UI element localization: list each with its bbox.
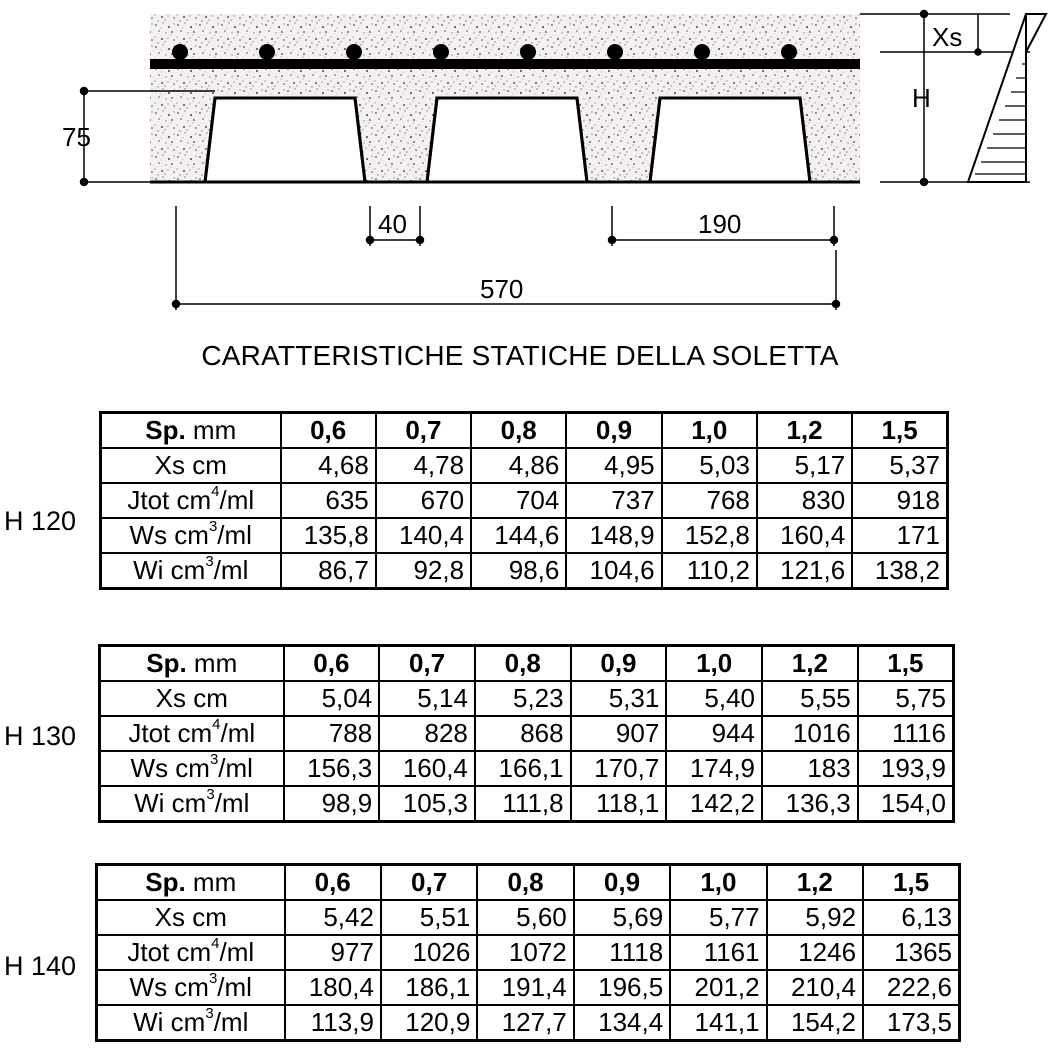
table-cell: 105,3 — [379, 786, 475, 822]
reinforcement-bar — [150, 59, 860, 69]
section-title: CARATTERISTICHE STATICHE DELLA SOLETTA — [201, 340, 839, 371]
table-cell: 704 — [471, 483, 566, 518]
table-cell: 5,04 — [284, 681, 380, 716]
table-cell: 210,4 — [767, 970, 863, 1005]
table-row — [101, 413, 948, 449]
table-cell: 868 — [475, 716, 571, 751]
table-cell: 977 — [285, 935, 381, 970]
table-cell: 98,9 — [284, 786, 380, 822]
table-cell: 134,4 — [574, 1005, 670, 1041]
table-cell: 110,2 — [662, 553, 757, 589]
table-cell: 5,60 — [477, 900, 573, 935]
stress-diagram — [968, 14, 1046, 182]
table-cell: 136,3 — [762, 786, 858, 822]
table-cell: 1,0 — [670, 865, 766, 901]
table-cell: 1,2 — [762, 646, 858, 682]
row-label-sp: Sp. mm — [97, 865, 285, 901]
table-cell: 141,1 — [670, 1005, 766, 1041]
table-cell: 152,8 — [662, 518, 757, 553]
table-row — [97, 935, 960, 970]
table-cell: 171 — [852, 518, 947, 553]
table-cell: 1,2 — [767, 865, 863, 901]
row-label-ws: Ws $cm^3/ml$ — [97, 970, 285, 1005]
table-cell: 1016 — [762, 716, 858, 751]
table-cell: 5,55 — [762, 681, 858, 716]
table-cell: 92,8 — [376, 553, 471, 589]
table-cell: 1116 — [858, 716, 954, 751]
table-cell: 0,7 — [379, 646, 475, 682]
table-cell: 670 — [376, 483, 471, 518]
table-cell: 180,4 — [285, 970, 381, 1005]
table-cell: 196,5 — [574, 970, 670, 1005]
dim-pitch-label: 190 — [698, 209, 742, 239]
table-cell: 944 — [666, 716, 762, 751]
table-cell: 1,2 — [757, 413, 852, 449]
table-cell: 144,6 — [471, 518, 566, 553]
row-label-jtot: Jtot $cm^4/ml$ — [101, 483, 281, 518]
table-cell: 135,8 — [281, 518, 376, 553]
steel-deck-profile — [205, 98, 810, 182]
table-cell: 0,8 — [475, 646, 571, 682]
row-label-xs: Xs cm — [97, 900, 285, 935]
table-cell: 5,40 — [666, 681, 762, 716]
table-cell: 4,86 — [471, 448, 566, 483]
table-cell: 5,31 — [571, 681, 667, 716]
table-cell: 0,7 — [376, 413, 471, 449]
table-cell: 140,4 — [376, 518, 471, 553]
table-cell: 830 — [757, 483, 852, 518]
table-row — [97, 865, 960, 901]
table-cell: 5,23 — [475, 681, 571, 716]
table-cell: 193,9 — [858, 751, 954, 786]
row-label-wi: Wi $cm^3/ml$ — [97, 1005, 285, 1041]
table-cell: 5,42 — [285, 900, 381, 935]
row-label-xs: Xs cm — [101, 448, 281, 483]
table-row — [100, 646, 954, 682]
table-row — [100, 751, 954, 786]
table-cell: 121,6 — [757, 553, 852, 589]
table-cell: 4,78 — [376, 448, 471, 483]
row-label-sp: Sp. mm — [100, 646, 284, 682]
table-row — [97, 1005, 960, 1041]
table-cell: 5,37 — [852, 448, 947, 483]
table-cell: 160,4 — [757, 518, 852, 553]
row-label-sp: Sp. mm — [101, 413, 281, 449]
static-table-h120 — [99, 411, 949, 590]
row-label-jtot: Jtot $cm^4/ml$ — [97, 935, 285, 970]
table-cell: 86,7 — [281, 553, 376, 589]
table-cell: 1,0 — [666, 646, 762, 682]
table-cell: 201,2 — [670, 970, 766, 1005]
table-cell: 222,6 — [863, 970, 959, 1005]
table-row — [101, 448, 948, 483]
row-label-ws: Ws $cm^3/ml$ — [100, 751, 284, 786]
table-cell: 1,5 — [852, 413, 947, 449]
table-cell: 1118 — [574, 935, 670, 970]
table-cell: 737 — [566, 483, 661, 518]
slab-section-diagram — [0, 0, 1051, 330]
table-cell: 6,13 — [863, 900, 959, 935]
table-label-h140: H 140 — [4, 951, 77, 981]
table-cell: 113,9 — [285, 1005, 381, 1041]
table-cell: 0,8 — [477, 865, 573, 901]
table-cell: 5,69 — [574, 900, 670, 935]
table-cell: 4,95 — [566, 448, 661, 483]
dim-h-label: H — [912, 83, 931, 113]
table-cell: 173,5 — [863, 1005, 959, 1041]
table-cell: 1,5 — [863, 865, 959, 901]
table-row — [97, 900, 960, 935]
row-label-xs: Xs cm — [100, 681, 284, 716]
dim-total-label: 570 — [480, 274, 524, 304]
row-label-jtot: Jtot $cm^4/ml$ — [100, 716, 284, 751]
table-label-h120: H 120 — [4, 506, 77, 536]
table-cell: 142,2 — [666, 786, 762, 822]
table-cell: 138,2 — [852, 553, 947, 589]
table-row — [101, 553, 948, 589]
table-cell: 160,4 — [379, 751, 475, 786]
table-row — [101, 518, 948, 553]
table-cell: 0,9 — [571, 646, 667, 682]
table-cell: 148,9 — [566, 518, 661, 553]
static-table-h130 — [98, 644, 955, 823]
table-cell: 0,9 — [574, 865, 670, 901]
table-row — [97, 970, 960, 1005]
table-cell: 0,6 — [284, 646, 380, 682]
table-cell: 120,9 — [381, 1005, 477, 1041]
table-cell: 0,7 — [381, 865, 477, 901]
table-cell: 154,2 — [767, 1005, 863, 1041]
dim-xs-label: Xs — [932, 22, 963, 52]
table-cell: 186,1 — [381, 970, 477, 1005]
table-cell: 5,14 — [379, 681, 475, 716]
table-cell: 170,7 — [571, 751, 667, 786]
table-cell: 154,0 — [858, 786, 954, 822]
table-cell: 828 — [379, 716, 475, 751]
table-cell: 127,7 — [477, 1005, 573, 1041]
table-cell: 1072 — [477, 935, 573, 970]
static-table-h140 — [95, 863, 961, 1042]
table-cell: 5,51 — [381, 900, 477, 935]
table-cell: 174,9 — [666, 751, 762, 786]
table-cell: 0,8 — [471, 413, 566, 449]
table-cell: 5,03 — [662, 448, 757, 483]
row-label-wi: Wi $cm^3/ml$ — [100, 786, 284, 822]
table-cell: 166,1 — [475, 751, 571, 786]
table-cell: 5,17 — [757, 448, 852, 483]
table-row — [101, 483, 948, 518]
table-label-h130: H 130 — [4, 721, 77, 751]
table-cell: 5,92 — [767, 900, 863, 935]
table-cell: 1026 — [381, 935, 477, 970]
table-cell: 156,3 — [284, 751, 380, 786]
table-cell: 5,75 — [858, 681, 954, 716]
table-cell: 4,68 — [281, 448, 376, 483]
table-cell: 768 — [662, 483, 757, 518]
table-cell: 0,9 — [566, 413, 661, 449]
table-row — [100, 681, 954, 716]
table-cell: 1365 — [863, 935, 959, 970]
table-cell: 183 — [762, 751, 858, 786]
dim-rib-label: 40 — [378, 209, 407, 239]
row-label-wi: Wi $cm^3/ml$ — [101, 553, 281, 589]
table-cell: 111,8 — [475, 786, 571, 822]
row-label-ws: Ws $cm^3/ml$ — [101, 518, 281, 553]
table-row — [100, 786, 954, 822]
table-cell: 191,4 — [477, 970, 573, 1005]
table-cell: 0,6 — [281, 413, 376, 449]
table-cell: 1,5 — [858, 646, 954, 682]
table-cell: 5,77 — [670, 900, 766, 935]
table-cell: 788 — [284, 716, 380, 751]
table-cell: 118,1 — [571, 786, 667, 822]
table-cell: 635 — [281, 483, 376, 518]
table-cell: 104,6 — [566, 553, 661, 589]
table-cell: 1,0 — [662, 413, 757, 449]
table-row — [100, 716, 954, 751]
table-cell: 918 — [852, 483, 947, 518]
table-cell: 907 — [571, 716, 667, 751]
table-cell: 98,6 — [471, 553, 566, 589]
dim-height-label: 75 — [62, 122, 91, 152]
table-cell: 1246 — [767, 935, 863, 970]
table-cell: 0,6 — [285, 865, 381, 901]
table-cell: 1161 — [670, 935, 766, 970]
